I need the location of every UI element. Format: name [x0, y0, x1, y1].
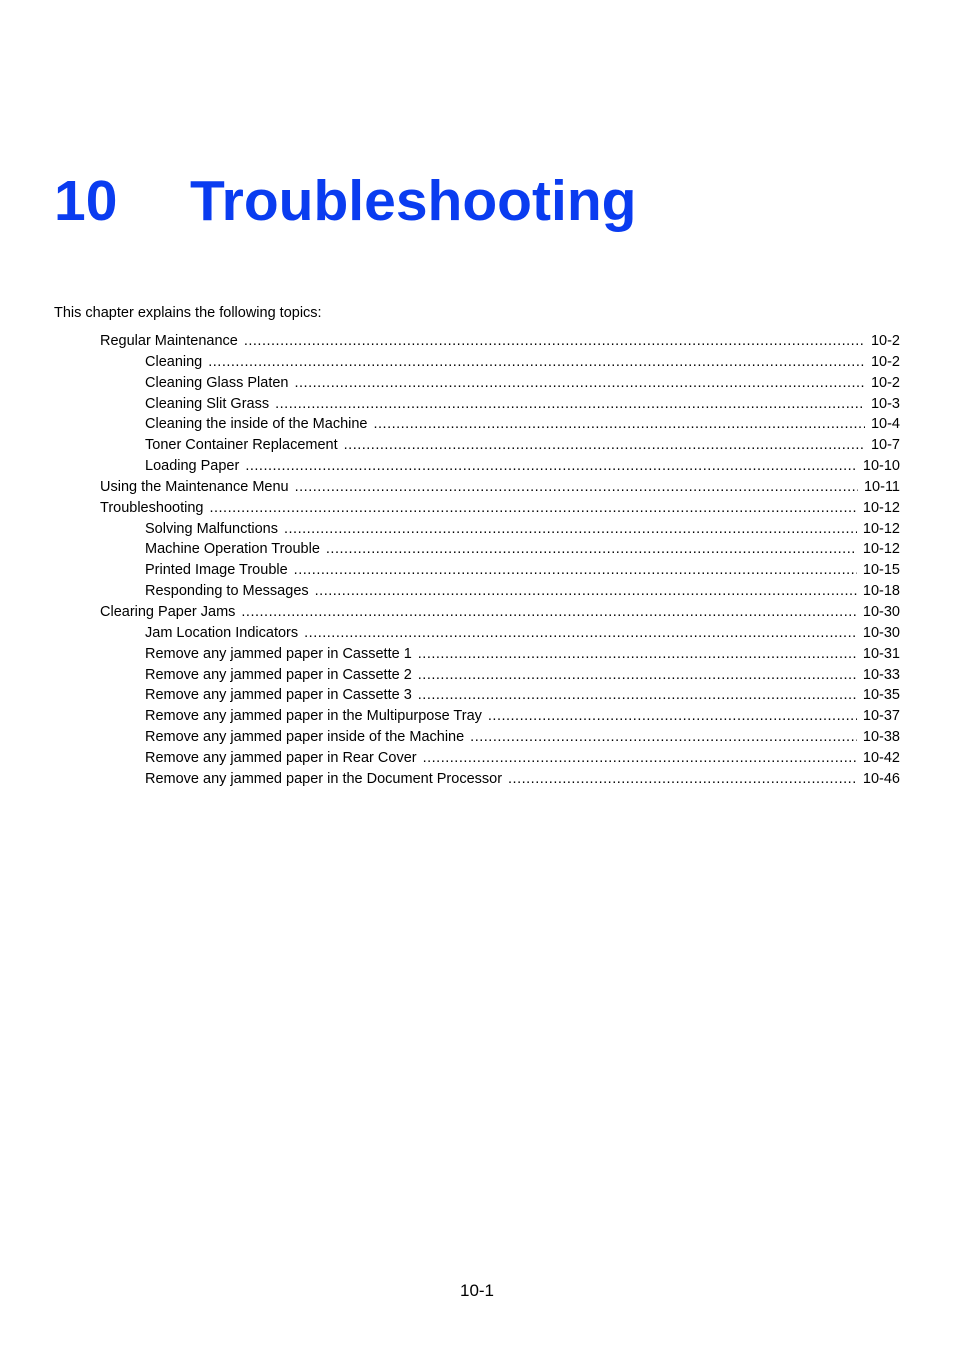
toc-dot-leader [508, 770, 857, 788]
toc-entry-title: Machine Operation Trouble [145, 541, 320, 558]
toc-entry-section[interactable] [100, 478, 900, 499]
toc-entry-subsection[interactable] [100, 374, 900, 395]
toc-entry-page: 10-15 [862, 562, 900, 579]
toc-entry-title: Remove any jammed paper in the Document Processor [145, 770, 503, 787]
page-number: 10-1 [459, 1281, 495, 1300]
toc-entry-page: 10-10 [862, 458, 900, 475]
toc-entry-subsection[interactable] [100, 520, 900, 541]
toc-dot-leader [470, 728, 857, 746]
toc-entry-title: Printed Image Trouble [145, 562, 288, 579]
toc-dot-leader [344, 436, 865, 454]
toc-entry-page: 10-46 [862, 770, 900, 787]
toc-dot-leader [209, 499, 856, 517]
toc-entry-subsection[interactable] [100, 728, 900, 749]
toc-entry-page: 10-11 [863, 478, 900, 495]
toc-entry-title: Remove any jammed paper in the Multipurpose Tray [145, 708, 482, 725]
toc-entry-title: Troubleshooting [100, 499, 204, 516]
toc-entry-subsection[interactable] [100, 666, 900, 687]
toc-entry-subsection[interactable] [100, 645, 900, 666]
toc-dot-leader [275, 395, 865, 413]
toc-entry-page: 10-31 [862, 645, 900, 662]
toc-dot-leader [295, 478, 858, 496]
toc-entry-page: 10-38 [862, 729, 900, 746]
toc-entry-title: Cleaning [145, 353, 203, 370]
toc-entry-page: 10-30 [862, 624, 900, 641]
chapter-heading [54, 166, 636, 236]
toc-dot-leader [241, 603, 857, 621]
toc-entry-section[interactable] [100, 603, 900, 624]
toc-dot-leader [488, 707, 857, 725]
toc-dot-leader [208, 353, 865, 371]
toc-entry-subsection[interactable] [100, 457, 900, 478]
toc-entry-page: 10-12 [862, 541, 900, 558]
toc-dot-leader [315, 582, 857, 600]
toc-entry-subsection[interactable] [100, 436, 900, 457]
toc-entry-title: Cleaning the inside of the Machine [145, 416, 368, 433]
toc-entry-title: Remove any jammed paper in Cassette 3 [145, 687, 412, 704]
toc-dot-leader [418, 686, 857, 704]
toc-dot-leader [244, 332, 865, 350]
chapter-title: Troubleshooting [190, 169, 637, 233]
toc-dot-leader [326, 540, 857, 558]
toc-entry-title: Using the Maintenance Menu [100, 478, 289, 495]
toc-entry-title: Cleaning Slit Grass [145, 395, 270, 412]
toc-entry-page: 10-35 [862, 687, 900, 704]
toc-entry-page: 10-12 [862, 520, 900, 537]
toc-entry-page: 10-2 [870, 374, 900, 391]
toc-entry-title: Clearing Paper Jams [100, 603, 236, 620]
toc-entry-page: 10-3 [870, 395, 900, 412]
toc-dot-leader [294, 374, 864, 392]
toc-entry-title: Remove any jammed paper inside of the Machine [145, 729, 465, 746]
toc-entry-page: 10-2 [870, 353, 900, 370]
toc-entry-page: 10-37 [862, 708, 900, 725]
toc-entry-subsection[interactable] [100, 582, 900, 603]
toc-entry-title: Toner Container Replacement [145, 437, 338, 454]
toc-entry-page: 10-2 [870, 333, 900, 349]
chapter-number: 10 [54, 169, 118, 233]
table-of-contents [100, 332, 900, 791]
toc-entry-title: Responding to Messages [145, 583, 309, 600]
toc-entry-title: Loading Paper [145, 458, 240, 475]
toc-dot-leader [245, 457, 857, 475]
toc-dot-leader [418, 645, 857, 663]
toc-entry-page: 10-42 [862, 749, 900, 766]
toc-entry-subsection[interactable] [100, 770, 900, 791]
chapter-intro: This chapter explains the following topics: [54, 305, 322, 321]
toc-entry-section[interactable] [100, 499, 900, 520]
toc-entry-page: 10-18 [862, 583, 900, 600]
toc-entry-subsection[interactable] [100, 707, 900, 728]
toc-dot-leader [284, 520, 857, 538]
toc-dot-leader [304, 624, 857, 642]
toc-entry-page: 10-7 [870, 437, 900, 454]
toc-entry-subsection[interactable] [100, 624, 900, 645]
toc-entry-subsection[interactable] [100, 686, 900, 707]
toc-entry-page: 10-30 [862, 603, 900, 620]
toc-entry-subsection[interactable] [100, 561, 900, 582]
toc-entry-page: 10-12 [862, 499, 900, 516]
toc-entry-subsection[interactable] [100, 749, 900, 770]
toc-entry-title: Remove any jammed paper in Cassette 2 [145, 666, 412, 683]
toc-entry-title: Remove any jammed paper in Cassette 1 [145, 645, 412, 662]
toc-entry-title: Regular Maintenance [100, 333, 238, 349]
toc-dot-leader [294, 561, 857, 579]
toc-entry-subsection[interactable] [100, 415, 900, 436]
toc-entry-page: 10-4 [870, 416, 900, 433]
toc-entry-subsection[interactable] [100, 540, 900, 561]
toc-entry-subsection[interactable] [100, 395, 900, 416]
toc-dot-leader [423, 749, 857, 767]
toc-dot-leader [373, 415, 864, 433]
toc-entry-title: Cleaning Glass Platen [145, 374, 289, 391]
toc-entry-title: Remove any jammed paper in Rear Cover [145, 749, 417, 766]
toc-entry-title: Jam Location Indicators [145, 624, 299, 641]
toc-entry-title: Solving Malfunctions [145, 520, 278, 537]
toc-entry-section[interactable] [100, 332, 900, 353]
toc-entry-subsection[interactable] [100, 353, 900, 374]
toc-dot-leader [418, 666, 857, 684]
toc-entry-page: 10-33 [862, 666, 900, 683]
